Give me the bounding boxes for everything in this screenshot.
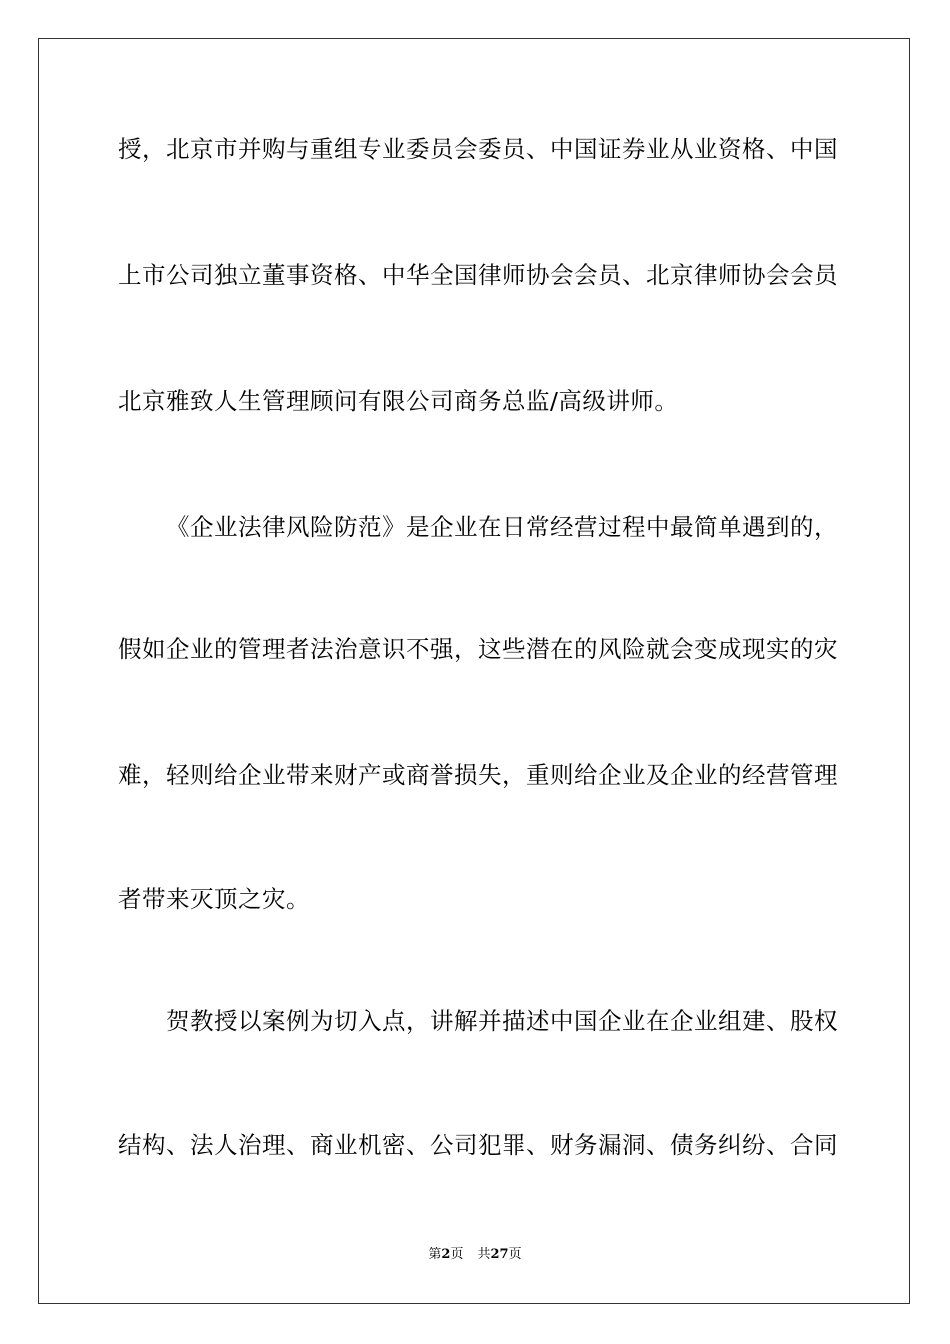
body-line-8: 贺教授以案例为切入点，讲解并描述中国企业在企业组建、股权 <box>166 1007 838 1035</box>
body-line-7: 者带来灭顶之灾。 <box>118 885 310 913</box>
body-line-9: 结构、法人治理、商业机密、公司犯罪、财务漏洞、债务纠纷、合同 <box>118 1131 838 1159</box>
body-line-6: 难，轻则给企业带来财产或商誉损失，重则给企业及企业的经营管理 <box>118 761 838 789</box>
body-line-3: 北京雅致人生管理顾问有限公司商务总监/高级讲师。 <box>118 387 679 415</box>
body-line-2: 上市公司独立董事资格、中华全国律师协会会员、北京律师协会会员 <box>118 261 838 289</box>
footer-total-number: 27 <box>490 1247 509 1262</box>
footer-page-prefix: 第 <box>428 1247 442 1262</box>
footer-total-suffix: 页 <box>508 1247 522 1262</box>
footer-page-number: 2 <box>441 1247 451 1262</box>
body-line-1: 授，北京市并购与重组专业委员会委员、中国证券业从业资格、中国 <box>118 135 838 163</box>
body-line-4: 《企业法律风险防范》是企业在日常经营过程中最简单遇到的， <box>166 513 838 541</box>
page-footer <box>0 1246 950 1264</box>
footer-total-prefix: 共 <box>477 1247 491 1262</box>
footer-page-suffix: 页 <box>450 1247 464 1262</box>
body-line-5: 假如企业的管理者法治意识不强，这些潜在的风险就会变成现实的灾 <box>118 635 838 663</box>
page-border <box>38 38 910 1304</box>
